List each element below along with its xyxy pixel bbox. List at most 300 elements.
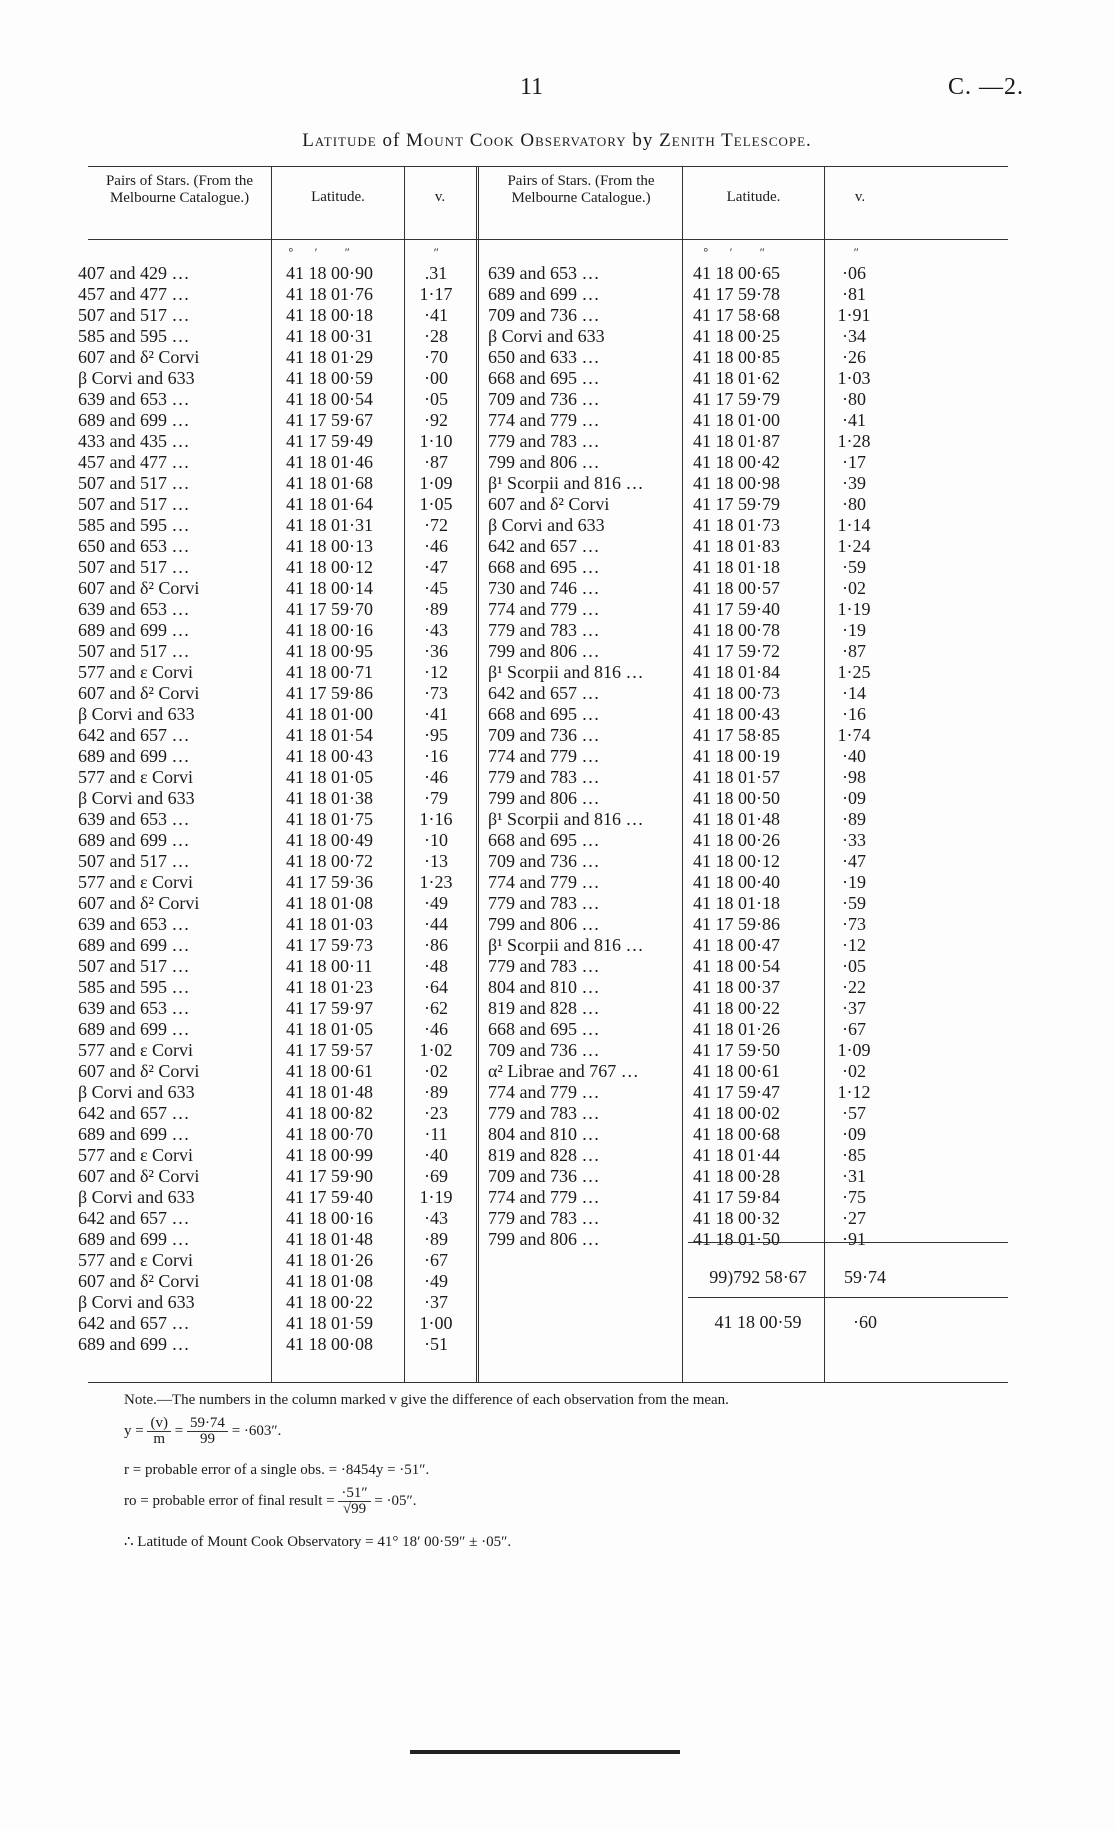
v-value: 1·24	[837, 536, 871, 556]
table-row	[488, 767, 1008, 788]
table-row	[78, 284, 476, 305]
v-value: ·12	[842, 935, 866, 955]
star-pair: 577 and ε Corvi	[78, 1040, 194, 1060]
star-pair: 689 and 699 …	[78, 1334, 190, 1354]
v-value: 1·03	[837, 368, 871, 388]
v-value: ·67	[424, 1250, 448, 1270]
formula-r: r = probable error of a single obs. = ·8454y = ·51″.	[124, 1462, 430, 1478]
table-row	[488, 431, 1008, 452]
star-pair: 709 and 736 …	[488, 1166, 600, 1186]
table-row	[78, 1061, 476, 1082]
star-pair: 642 and 657 …	[78, 1208, 190, 1228]
unit-minute: ′	[729, 245, 732, 259]
star-pair: 779 and 783 …	[488, 620, 600, 640]
table-row	[488, 641, 1008, 662]
star-pair: β Corvi and 633	[78, 788, 195, 808]
v-value: 1·19	[419, 1187, 453, 1207]
latitude-value: 41 18 01·87	[693, 431, 780, 451]
star-pair: 639 and 653 …	[78, 998, 190, 1018]
star-pair: 689 and 699 …	[78, 935, 190, 955]
star-pair: 689 and 699 …	[78, 1229, 190, 1249]
star-pair: 507 and 517 …	[78, 851, 190, 871]
v-value: ·05	[424, 389, 448, 409]
latitude-value: 41 17 59·79	[693, 389, 780, 409]
v-value: ·46	[424, 1019, 448, 1039]
v-value: ·44	[424, 914, 448, 934]
star-pair: 577 and ε Corvi	[78, 872, 194, 892]
table-row	[78, 263, 476, 284]
v-value: ·49	[424, 893, 448, 913]
latitude-value: 41 18 00·16	[286, 620, 373, 640]
v-value: ·80	[842, 389, 866, 409]
star-pair: 457 and 477 …	[78, 284, 190, 304]
latitude-value: 41 18 00·22	[286, 1292, 373, 1312]
v-value: ·70	[424, 347, 448, 367]
table-row	[78, 1040, 476, 1061]
v-value: ·05	[842, 956, 866, 976]
v-value: ·13	[424, 851, 448, 871]
v-value: 1·74	[837, 725, 871, 745]
v-value: ·62	[424, 998, 448, 1018]
star-pair: 507 and 517 …	[78, 956, 190, 976]
v-value: ·02	[842, 1061, 866, 1081]
star-pair: 804 and 810 …	[488, 1124, 600, 1144]
table-row	[488, 1061, 1008, 1082]
title-word: Latitude	[302, 130, 377, 151]
latitude-value: 41 18 00·61	[693, 1061, 780, 1081]
table-row	[78, 683, 476, 704]
header-rule	[88, 239, 1008, 240]
star-pair: 709 and 736 …	[488, 851, 600, 871]
star-pair: 774 and 779 …	[488, 1082, 600, 1102]
latitude-value: 41 18 01·59	[286, 1313, 373, 1333]
star-pair: 607 and δ² Corvi	[78, 1061, 200, 1081]
latitude-value: 41 18 00·54	[693, 956, 780, 976]
latitude-value: 41 18 01·83	[693, 536, 780, 556]
v-value: ·85	[842, 1145, 866, 1165]
star-pair: 433 and 435 …	[78, 431, 190, 451]
latitude-value: 41 18 00·19	[693, 746, 780, 766]
v-value: 1·09	[419, 473, 453, 493]
mean-latitude: 41 18 00·59	[714, 1312, 802, 1332]
table-row	[78, 1292, 476, 1313]
table-row	[488, 326, 1008, 347]
star-pair: 799 and 806 …	[488, 788, 600, 808]
star-pair: β¹ Scorpii and 816 …	[488, 473, 644, 493]
star-pair: α² Librae and 767 …	[488, 1061, 639, 1081]
latitude-value: 41 18 00·12	[693, 851, 780, 871]
latitude-value: 41 18 01·76	[286, 284, 373, 304]
v-value: ·02	[842, 578, 866, 598]
latitude-value: 41 17 59·79	[693, 494, 780, 514]
table-row	[78, 515, 476, 536]
latitude-value: 41 18 01·31	[286, 515, 373, 535]
table-row	[78, 1082, 476, 1103]
star-pair: 642 and 657 …	[78, 1313, 190, 1333]
latitude-value: 41 18 00·11	[286, 956, 373, 976]
left-rows	[78, 263, 476, 1355]
table-row	[78, 1229, 476, 1250]
latitude-value: 41 18 00·57	[693, 578, 780, 598]
star-pair: 642 and 657 …	[488, 536, 600, 556]
star-pair: 689 and 699 …	[78, 746, 190, 766]
table-row	[488, 1103, 1008, 1124]
table-row	[78, 935, 476, 956]
star-pair: 585 and 595 …	[78, 326, 190, 346]
v-value: 1·10	[419, 431, 453, 451]
latitude-value: 41 17 59·86	[286, 683, 373, 703]
latitude-value: 41 17 59·50	[693, 1040, 780, 1060]
v-value: ·51	[424, 1334, 448, 1354]
latitude-value: 41 18 00·18	[286, 305, 373, 325]
table-row	[78, 914, 476, 935]
latitude-value: 41 18 00·49	[286, 830, 373, 850]
table-row	[488, 956, 1008, 977]
v-value: 1·16	[419, 809, 453, 829]
v-value: ·95	[424, 725, 448, 745]
v-value: 1·25	[837, 662, 871, 682]
v-value: 1·12	[837, 1082, 871, 1102]
table-row	[488, 851, 1008, 872]
table-row	[488, 515, 1008, 536]
star-pair: 650 and 633 …	[488, 347, 600, 367]
star-pair: 689 and 699 …	[78, 410, 190, 430]
star-pair: 507 and 517 …	[78, 641, 190, 661]
unit-second: ″	[759, 245, 764, 259]
star-pair: 774 and 779 …	[488, 1187, 600, 1207]
star-pair: 642 and 657 …	[78, 725, 190, 745]
star-pair: β Corvi and 633	[78, 1082, 195, 1102]
table-row	[488, 599, 1008, 620]
latitude-value: 41 17 59·78	[693, 284, 780, 304]
table-row	[78, 1208, 476, 1229]
column-rule	[476, 167, 479, 1382]
star-pair: 642 and 657 …	[78, 1103, 190, 1123]
v-value: ·46	[424, 536, 448, 556]
note-text: Note.—The numbers in the column marked v give the difference of each observation from the mean.	[124, 1392, 729, 1408]
latitude-value: 41 18 01·84	[693, 662, 780, 682]
latitude-value: 41 18 01·68	[286, 473, 373, 493]
latitude-value: 41 18 00·68	[693, 1124, 780, 1144]
latitude-value: 41 18 01·48	[286, 1229, 373, 1249]
v-value: ·89	[842, 809, 866, 829]
v-value: 1·17	[419, 284, 453, 304]
table-row	[488, 368, 1008, 389]
table-row	[488, 893, 1008, 914]
star-pair: β Corvi and 633	[78, 704, 195, 724]
star-pair: 689 and 699 …	[78, 1124, 190, 1144]
table-row	[78, 578, 476, 599]
latitude-value: 41 18 00·61	[286, 1061, 373, 1081]
table-row	[488, 704, 1008, 725]
star-pair: 779 and 783 …	[488, 893, 600, 913]
star-pair: 709 and 736 …	[488, 1040, 600, 1060]
latitude-value: 41 17 59·97	[286, 998, 373, 1018]
latitude-value: 41 18 01·75	[286, 809, 373, 829]
right-rows	[488, 263, 1008, 1250]
latitude-value: 41 18 00·32	[693, 1208, 780, 1228]
table-row	[488, 305, 1008, 326]
end-rule	[410, 1750, 680, 1754]
table-row	[488, 410, 1008, 431]
star-pair: 774 and 779 …	[488, 599, 600, 619]
star-pair: β Corvi and 633	[78, 368, 195, 388]
star-pair: 668 and 695 …	[488, 557, 600, 577]
table-row	[78, 1250, 476, 1271]
v-value: ·27	[842, 1208, 866, 1228]
formula-y	[124, 1416, 281, 1447]
table-row	[488, 1166, 1008, 1187]
summary-rule	[688, 1297, 1008, 1298]
star-pair: 507 and 517 …	[78, 494, 190, 514]
formula-text: = ·603″.	[231, 1422, 282, 1439]
table-row	[488, 977, 1008, 998]
final-result: ∴ Latitude of Mount Cook Observatory = 41° 18′ 00·59″ ± ·05″.	[124, 1534, 512, 1550]
table-row	[78, 368, 476, 389]
star-pair: 819 and 828 …	[488, 1145, 600, 1165]
v-value: ·02	[424, 1061, 448, 1081]
latitude-value: 41 18 01·38	[286, 788, 373, 808]
table-row	[488, 557, 1008, 578]
v-value: ·40	[424, 1145, 448, 1165]
v-value: 1·23	[419, 872, 453, 892]
table-row	[78, 641, 476, 662]
table-row	[488, 494, 1008, 515]
table-row	[488, 746, 1008, 767]
header-latitude: Latitude.	[311, 189, 365, 205]
latitude-value: 41 18 01·46	[286, 452, 373, 472]
latitude-value: 41 18 01·62	[693, 368, 780, 388]
v-value: ·12	[424, 662, 448, 682]
table-row	[488, 872, 1008, 893]
latitude-value: 41 17 59·67	[286, 410, 373, 430]
header-v: v.	[854, 189, 866, 205]
latitude-value: 41 18 00·08	[286, 1334, 373, 1354]
star-pair: 730 and 746 …	[488, 578, 600, 598]
star-pair: 507 and 517 …	[78, 473, 190, 493]
latitude-value: 41 18 00·13	[286, 536, 373, 556]
v-value: 1·02	[419, 1040, 453, 1060]
star-pair: 779 and 783 …	[488, 956, 600, 976]
title-word: Mount Cook Observatory	[406, 130, 627, 151]
latitude-value: 41 18 01·18	[693, 557, 780, 577]
latitude-value: 41 17 59·72	[693, 641, 780, 661]
table-row	[78, 746, 476, 767]
v-value: ·10	[424, 830, 448, 850]
header-latitude: Latitude.	[726, 189, 781, 205]
v-value: ·41	[842, 410, 866, 430]
unit-minute: ′	[314, 245, 317, 259]
table-row	[78, 1187, 476, 1208]
v-value: ·46	[424, 767, 448, 787]
title-word: of	[382, 130, 401, 151]
latitude-value: 41 18 01·03	[286, 914, 373, 934]
star-pair: 607 and δ² Corvi	[78, 893, 200, 913]
table-row	[78, 872, 476, 893]
latitude-value: 41 18 01·50	[693, 1229, 780, 1249]
v-value: ·28	[424, 326, 448, 346]
table-row	[78, 830, 476, 851]
latitude-value: 41 18 00·95	[286, 641, 373, 661]
table-row	[488, 683, 1008, 704]
v-value: ·47	[842, 851, 866, 871]
table-row	[78, 704, 476, 725]
unit-degree: °	[288, 245, 293, 259]
latitude-value: 41 17 59·40	[693, 599, 780, 619]
table-row	[78, 1313, 476, 1334]
v-value: ·67	[842, 1019, 866, 1039]
v-value: ·41	[424, 305, 448, 325]
latitude-value: 41 17 59·84	[693, 1187, 780, 1207]
latitude-value: 41 18 01·08	[286, 1271, 373, 1291]
latitude-value: 41 17 59·49	[286, 431, 373, 451]
v-value: ·59	[842, 557, 866, 577]
table-row	[488, 1019, 1008, 1040]
v-value: ·43	[424, 620, 448, 640]
latitude-value: 41 18 00·54	[286, 389, 373, 409]
table-row	[488, 998, 1008, 1019]
star-pair: 779 and 783 …	[488, 1103, 600, 1123]
star-pair: 799 and 806 …	[488, 641, 600, 661]
latitude-value: 41 18 00·43	[286, 746, 373, 766]
table-row	[78, 977, 476, 998]
latitude-value: 41 18 00·50	[693, 788, 780, 808]
v-value: ·91	[842, 1229, 866, 1249]
latitude-value: 41 18 01·29	[286, 347, 373, 367]
table-row	[78, 956, 476, 977]
v-value: 1·91	[837, 305, 871, 325]
v-value: ·23	[424, 1103, 448, 1123]
sum-v: 59·74	[844, 1267, 886, 1287]
latitude-value: 41 17 59·90	[286, 1166, 373, 1186]
star-pair: 507 and 517 …	[78, 557, 190, 577]
v-value: ·09	[842, 788, 866, 808]
v-value: ·86	[424, 935, 448, 955]
star-pair: 642 and 657 …	[488, 683, 600, 703]
table-row	[78, 452, 476, 473]
star-pair: 799 and 806 …	[488, 914, 600, 934]
v-value: ·43	[424, 1208, 448, 1228]
table-row	[488, 536, 1008, 557]
star-pair: 639 and 653 …	[488, 263, 600, 283]
latitude-value: 41 18 01·26	[286, 1250, 373, 1270]
star-pair: 689 and 699 …	[78, 1019, 190, 1039]
star-pair: β Corvi and 633	[488, 326, 605, 346]
latitude-value: 41 18 01·64	[286, 494, 373, 514]
v-value: ·69	[424, 1166, 448, 1186]
page-title	[0, 130, 1114, 152]
table-row	[78, 557, 476, 578]
latitude-value: 41 18 00·85	[693, 347, 780, 367]
v-value: ·41	[424, 704, 448, 724]
star-pair: 457 and 477 …	[78, 452, 190, 472]
latitude-value: 41 18 00·28	[693, 1166, 780, 1186]
latitude-value: 41 18 00·98	[693, 473, 780, 493]
unit-v: ″	[853, 245, 858, 259]
latitude-value: 41 18 00·90	[286, 263, 373, 283]
star-pair: 585 and 595 …	[78, 515, 190, 535]
table-row	[78, 662, 476, 683]
latitude-value: 41 18 00·72	[286, 851, 373, 871]
fraction	[187, 1416, 228, 1447]
table-row	[488, 284, 1008, 305]
formula-text: y =	[124, 1422, 144, 1439]
v-value: ·37	[424, 1292, 448, 1312]
table-row	[488, 935, 1008, 956]
table-row	[78, 725, 476, 746]
v-value: ·26	[842, 347, 866, 367]
star-pair: 689 and 699 …	[488, 284, 600, 304]
latitude-value: 41 18 01·57	[693, 767, 780, 787]
star-pair: 650 and 653 …	[78, 536, 190, 556]
summary-rule	[688, 1242, 1008, 1243]
formula-ro	[124, 1486, 417, 1517]
latitude-value: 41 17 59·40	[286, 1187, 373, 1207]
star-pair: 639 and 653 …	[78, 914, 190, 934]
star-pair: 607 and δ² Corvi	[78, 1271, 200, 1291]
table-row	[78, 305, 476, 326]
star-pair: β¹ Scorpii and 816 …	[488, 662, 644, 682]
star-pair: 577 and ε Corvi	[78, 1145, 194, 1165]
star-pair: 689 and 699 …	[78, 620, 190, 640]
table-row	[488, 788, 1008, 809]
star-pair: 804 and 810 …	[488, 977, 600, 997]
table-row	[488, 1082, 1008, 1103]
latitude-value: 41 18 01·73	[693, 515, 780, 535]
star-pair: β¹ Scorpii and 816 …	[488, 809, 644, 829]
formula-text: ro = probable error of final result =	[124, 1492, 335, 1509]
v-value: ·45	[424, 578, 448, 598]
latitude-value: 41 18 00·43	[693, 704, 780, 724]
latitude-value: 41 17 59·47	[693, 1082, 780, 1102]
v-value: ·73	[424, 683, 448, 703]
star-pair: 799 and 806 …	[488, 1229, 600, 1249]
table-row	[488, 830, 1008, 851]
star-pair: 709 and 736 …	[488, 389, 600, 409]
v-value: ·09	[842, 1124, 866, 1144]
star-pair: β¹ Scorpii and 816 …	[488, 935, 644, 955]
table-row	[488, 1124, 1008, 1145]
v-value: ·89	[424, 599, 448, 619]
star-pair: β Corvi and 633	[78, 1187, 195, 1207]
star-pair: 774 and 779 …	[488, 872, 600, 892]
latitude-value: 41 17 59·57	[286, 1040, 373, 1060]
header-pairs: Pairs of Stars. (From the Melbourne Catalogue.)	[105, 173, 254, 206]
table-row	[78, 326, 476, 347]
table-row	[488, 1145, 1008, 1166]
star-pair: 668 and 695 …	[488, 368, 600, 388]
latitude-value: 41 18 01·00	[286, 704, 373, 724]
latitude-value: 41 18 01·18	[693, 893, 780, 913]
latitude-value: 41 18 00·02	[693, 1103, 780, 1123]
latitude-value: 41 18 01·54	[286, 725, 373, 745]
table-row	[488, 389, 1008, 410]
page-number: 11	[520, 74, 544, 100]
header-pairs: Pairs of Stars. (From the Melbourne Catalogue.)	[507, 173, 655, 206]
table-row	[78, 620, 476, 641]
v-value: ·19	[842, 620, 866, 640]
table-row	[78, 1103, 476, 1124]
v-value: ·47	[424, 557, 448, 577]
v-value: ·98	[842, 767, 866, 787]
v-value: ·75	[842, 1187, 866, 1207]
denominator: √99	[342, 1501, 367, 1517]
fraction	[338, 1486, 370, 1517]
latitude-value: 41 18 00·16	[286, 1208, 373, 1228]
table-row	[78, 473, 476, 494]
v-value: ·22	[842, 977, 866, 997]
v-value: ·59	[842, 893, 866, 913]
